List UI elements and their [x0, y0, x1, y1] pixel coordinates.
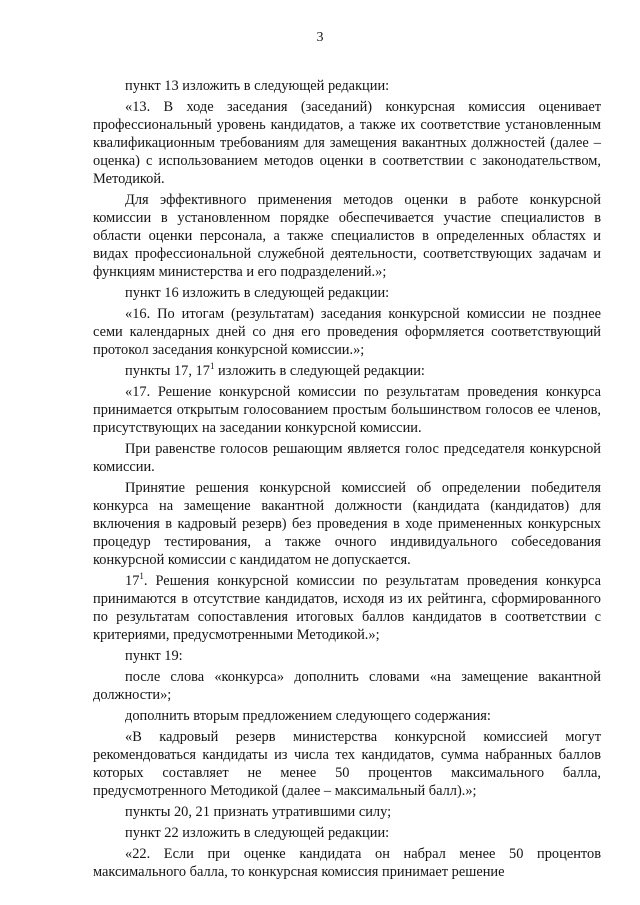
paragraph-11: пункт 19:: [125, 648, 183, 664]
paragraph-6: [93, 362, 601, 380]
paragraph-16: пункт 22 изложить в следующей редакции:: [125, 825, 390, 841]
paragraph-5: «16. По итогам (результатам) заседания конкурсной комиссии не позднее семи календарных дней со дня его проведения оформляется соответствующий протокол заседания конкурсной комиссии.»;: [93, 306, 601, 358]
paragraph-17: «22. Если при оценке кандидата он набрал менее 50 процентов максимального балла, то конкурсная комиссия принимает решение: [93, 846, 601, 880]
paragraph-6-text-start: пункты 17, 17: [125, 363, 210, 379]
paragraph-14: «В кадровый резерв министерства конкурсной комиссией могут рекомендоваться кандидаты из числа тех кандидатов, сумма набранных баллов которых составляет не менее 50 процентов максимального балла, предусмотренного Методикой (далее – максимальный балл).»;: [93, 729, 601, 799]
document-body: [93, 77, 601, 881]
paragraph-1: пункт 13 изложить в следующей редакции:: [125, 78, 390, 94]
paragraph-8: При равенстве голосов решающим является голос председателя конкурсной комиссии.: [93, 441, 601, 475]
paragraph-12: после слова «конкурса» дополнить словами «на замещение вакантной должности»;: [93, 669, 601, 703]
paragraph-15: пункты 20, 21 признать утратившими силу;: [125, 804, 392, 820]
paragraph-4: пункт 16 изложить в следующей редакции:: [125, 285, 390, 301]
page-number: 3: [316, 30, 324, 45]
paragraph-10-text-end: . Решения конкурсной комиссии по результатам проведения конкурса принимаются в отсутствие кандидатов, исходя из их рейтинга, сформированного по результатам сопоставления итоговых баллов кандидатов в соответствии с критериями, предусмотренными Методикой.»;: [93, 573, 601, 643]
paragraph-2: «13. В ходе заседания (заседаний) конкурсная комиссия оценивает профессиональный уровень кандидатов, а также их соответствие установленным квалификационным требованиям для замещения вакантных должностей (далее – оценка) с использованием методов оценки в соответствии с законодательством, Методикой.: [93, 99, 601, 187]
paragraph-7: «17. Решение конкурсной комиссии по результатам проведения конкурса принимается открытым голосованием простым большинством голосов ее членов, присутствующих на заседании конкурсной комиссии.: [93, 384, 601, 436]
paragraph-10: [93, 572, 601, 644]
paragraph-10-text-start: 17: [125, 573, 140, 589]
superscript-one: 1: [209, 361, 215, 372]
paragraph-9: Принятие решения конкурсной комиссией об определении победителя конкурса на замещение вакантной должности (кандидата (кандидатов) для включения в кадровый резерв) без проведения в ходе примененных конкурсных процедур тестирования, а также очного индивидуального собеседования конкурсной комиссии с кандидатом не допускается.: [93, 480, 601, 568]
paragraph-13: дополнить вторым предложением следующего содержания:: [125, 708, 491, 724]
paragraph-6-text-end: изложить в следующей редакции:: [214, 363, 425, 379]
superscript-one: 1: [139, 571, 144, 582]
paragraph-3: Для эффективного применения методов оценки в работе конкурсной комиссии в установленном порядке обеспечивается участие специалистов в области оценки персонала, а также специалистов в определенных областях и видах профессиональной служебной деятельности, соответствующих задачам и функциям министерства и его подразделений.»;: [93, 192, 601, 280]
